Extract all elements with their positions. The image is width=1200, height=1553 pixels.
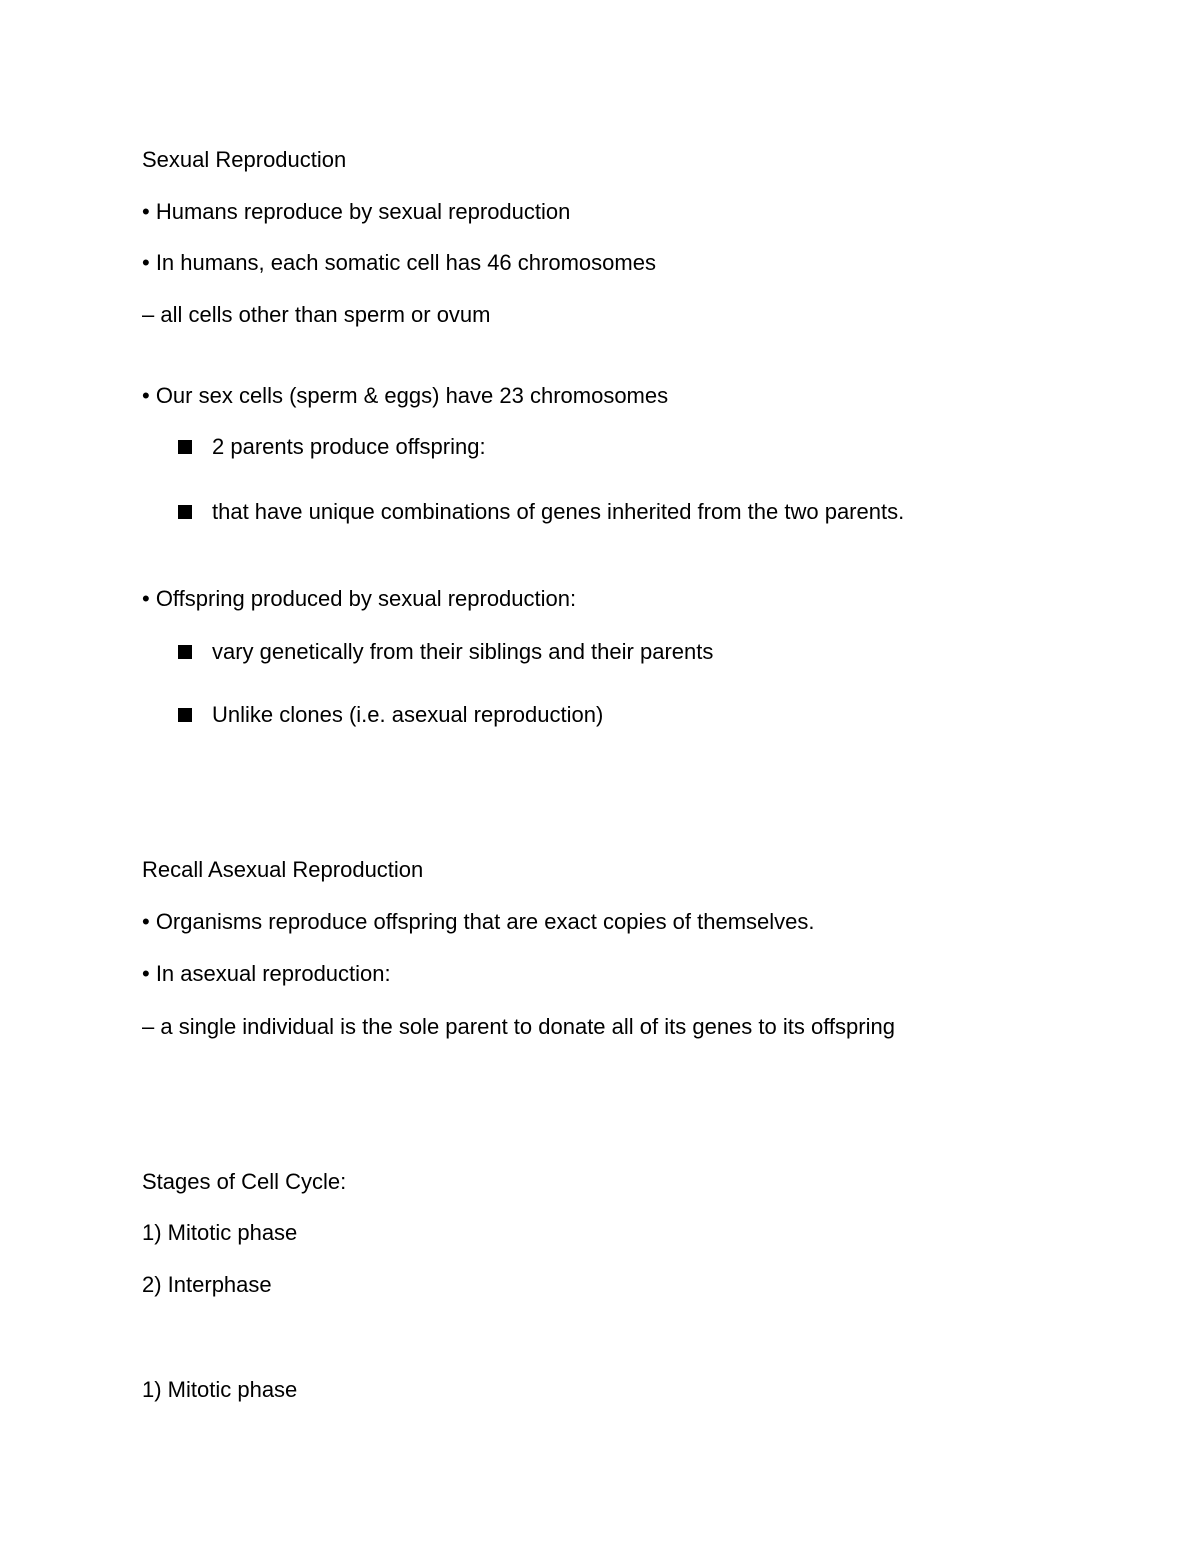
list-item-interphase: 2) Interphase: [142, 1272, 272, 1297]
subheading-mitotic-phase: 1) Mitotic phase: [142, 1377, 298, 1402]
sub-bullet-text: 2 parents produce offspring:: [212, 434, 486, 459]
section-heading-cell-cycle: Stages of Cell Cycle:: [142, 1169, 347, 1194]
bullet-sex-cells: • Our sex cells (sperm & eggs) have 23 chromosomes: [142, 383, 669, 408]
sub-bullet-unique-combinations: [178, 498, 904, 526]
sub-bullet-text: Unlike clones (i.e. asexual reproduction): [212, 702, 604, 727]
sub-bullet-vary-genetically: [178, 638, 713, 666]
section-heading-sexual-reproduction: Sexual Reproduction: [142, 147, 347, 172]
bullet-offspring-produced: • Offspring produced by sexual reproduction:: [142, 586, 577, 611]
square-bullet-icon: [178, 440, 192, 454]
sub-bullet-two-parents: [178, 433, 486, 461]
square-bullet-icon: [178, 708, 192, 722]
dash-all-cells: – all cells other than sperm or ovum: [142, 302, 491, 327]
sub-bullet-unlike-clones: [178, 701, 603, 729]
bullet-humans-reproduce: • Humans reproduce by sexual reproduction: [142, 199, 571, 224]
sub-bullet-text: that have unique combinations of genes inherited from the two parents.: [212, 499, 905, 524]
dash-single-individual: – a single individual is the sole parent to donate all of its genes to its offspring: [142, 1014, 895, 1039]
bullet-somatic-cells: • In humans, each somatic cell has 46 chromosomes: [142, 250, 656, 275]
square-bullet-icon: [178, 645, 192, 659]
bullet-exact-copies: • Organisms reproduce offspring that are exact copies of themselves.: [142, 909, 815, 934]
list-item-mitotic-phase: 1) Mitotic phase: [142, 1220, 298, 1245]
section-heading-asexual-reproduction: Recall Asexual Reproduction: [142, 857, 424, 882]
square-bullet-icon: [178, 505, 192, 519]
sub-bullet-text: vary genetically from their siblings and their parents: [212, 639, 714, 664]
bullet-in-asexual-reproduction: • In asexual reproduction:: [142, 961, 391, 986]
